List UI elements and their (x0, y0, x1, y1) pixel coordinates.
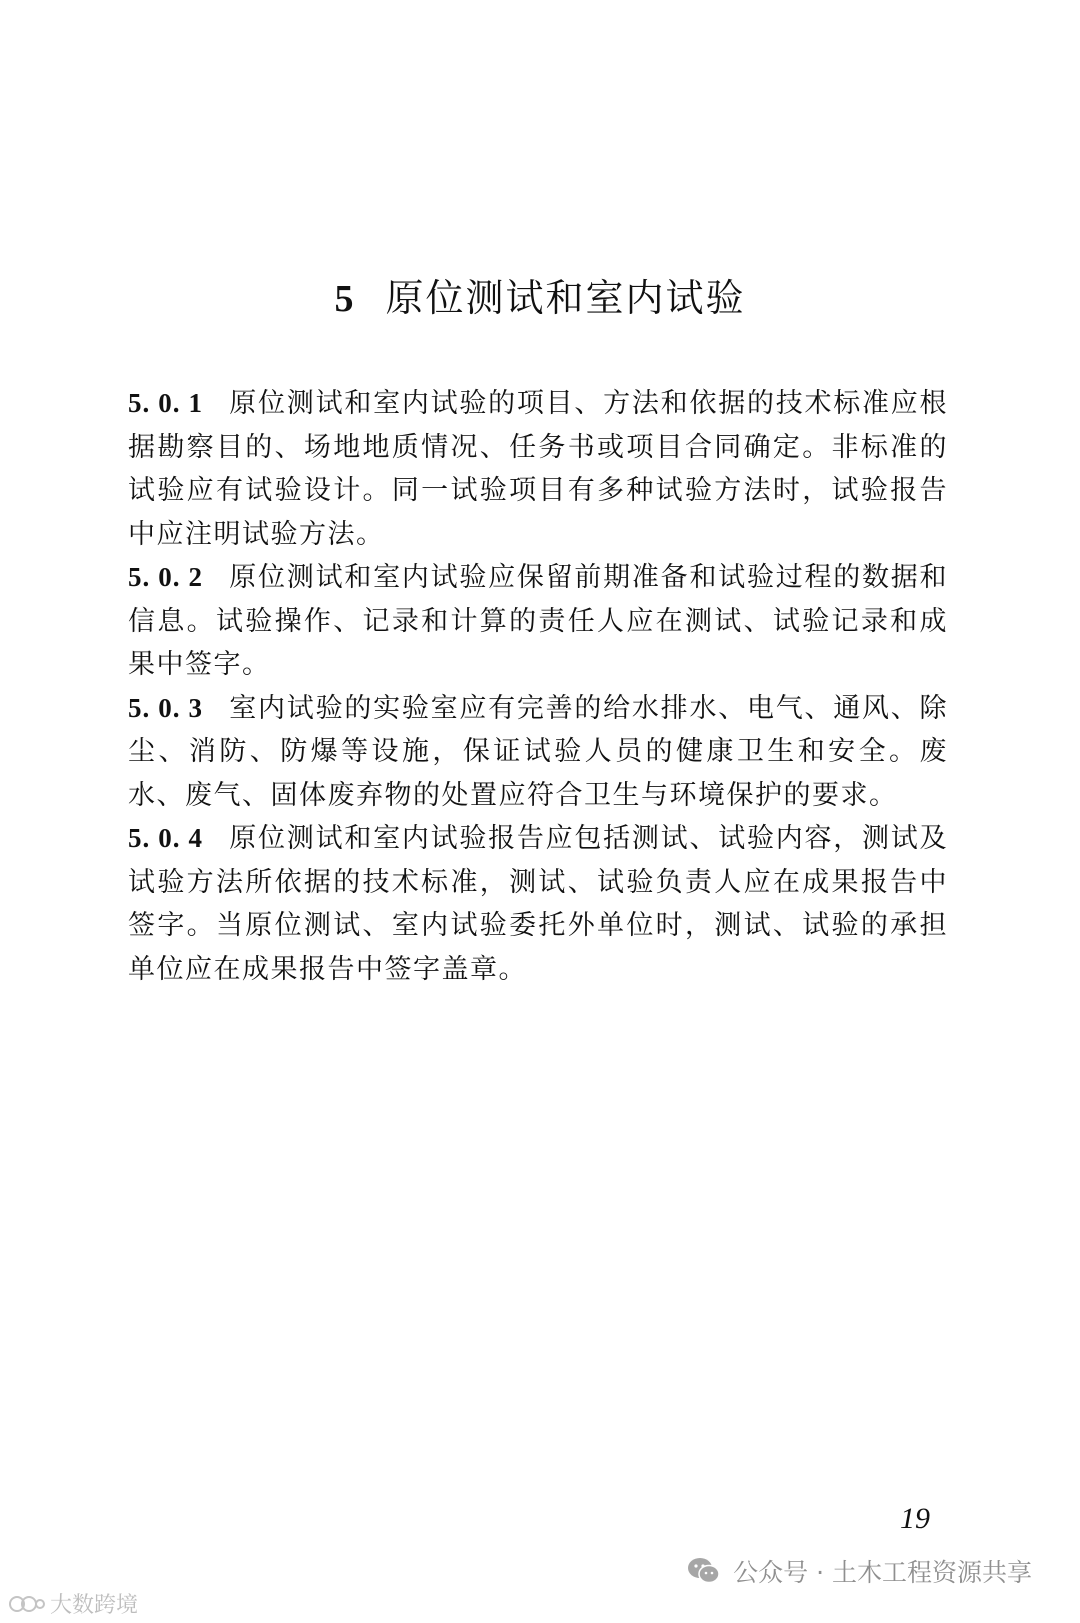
clause-5-0-3 (128, 687, 948, 818)
clause-text: 室内试验的实验室应有完善的给水排水、电气、通风、除尘、消防、防爆等设施，保证试验人员的健康卫生和安全。废水、废气、固体废弃物的处置应符合卫生与环境保护的要求。 (128, 692, 949, 811)
page-number: 19 (900, 1502, 930, 1535)
clause-number: 5. 0. 1 (128, 388, 204, 418)
watermark-wechat (687, 1553, 1032, 1589)
watermark-logo (8, 1588, 138, 1619)
chapter-title (0, 270, 1080, 327)
clause-text: 原位测试和室内试验应保留前期准备和试验过程的数据和信息。试验操作、记录和计算的责任人应在测试、试验记录和成果中签字。 (128, 562, 949, 680)
watermark-left-text: 大数跨境 (50, 1593, 139, 1618)
watermark-right-text: 公众号 · 土木工程资源共享 (733, 1558, 1032, 1587)
clause-number: 5. 0. 2 (128, 562, 204, 592)
wechat-icon (687, 1556, 721, 1586)
logo-icon (8, 1592, 46, 1616)
chapter-title-text: 原位测试和室内试验 (385, 276, 746, 320)
clause-list (128, 382, 948, 991)
clause-5-0-4 (128, 817, 948, 991)
clause-5-0-1 (128, 382, 948, 556)
clause-number: 5. 0. 4 (128, 823, 204, 853)
clause-text: 原位测试和室内试验的项目、方法和依据的技术标准应根据勘察目的、场地地质情况、任务书或项目合同确定。非标准的试验应有试验设计。同一试验项目有多种试验方法时，试验报告中应注明试验方法。 (128, 388, 949, 550)
clause-5-0-2 (128, 556, 948, 687)
clause-number: 5. 0. 3 (128, 692, 204, 723)
clause-text: 原位测试和室内试验报告应包括测试、试验内容，测试及试验方法所依据的技术标准，测试、试验负责人应在成果报告中签字。当原位测试、室内试验委托外单位时，测试、试验的承担单位应在成果报告中签字盖章。 (128, 823, 949, 985)
chapter-number: 5 (334, 278, 356, 320)
